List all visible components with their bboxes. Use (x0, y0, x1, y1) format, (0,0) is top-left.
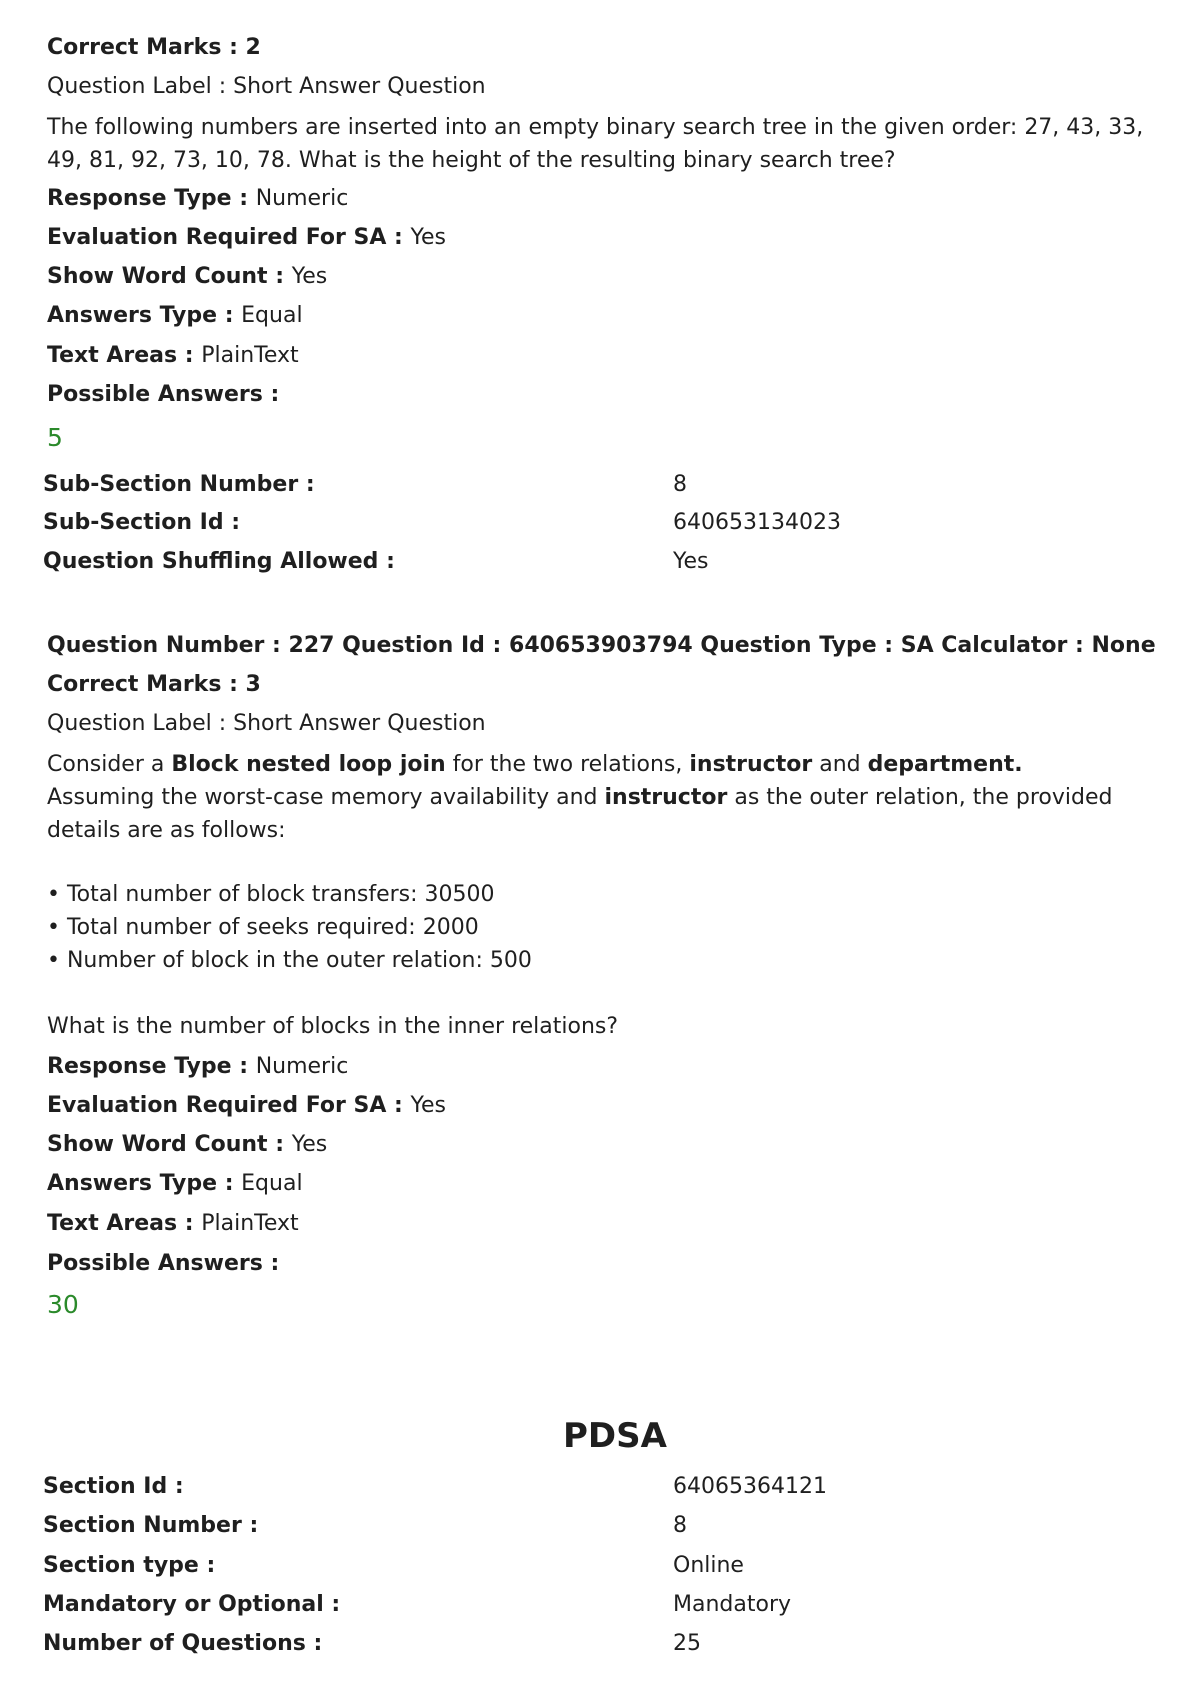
subsection-number-label: Sub-Section Number : (43, 472, 315, 497)
section-title: PDSA (563, 1416, 667, 1456)
q2-possible-answers-label: Possible Answers : (47, 1251, 280, 1276)
question-shuffling-label: Question Shuffling Allowed : (43, 549, 395, 574)
q2-evaluation (47, 1092, 446, 1121)
q1-response-type (47, 185, 348, 214)
q2-assumption-bold: instructor (604, 785, 728, 810)
mandatory-optional-value: Mandatory (673, 1592, 792, 1617)
q1-answer: 5 (47, 423, 63, 452)
q1-word-count (47, 263, 327, 292)
q1-possible-answers-label: Possible Answers : (47, 382, 280, 407)
q1-correct-marks-value: 2 (245, 35, 261, 60)
section-number-value: 8 (673, 1513, 687, 1538)
q2-response-type-value: Numeric (255, 1054, 349, 1079)
q2-correct-marks-label: Correct Marks : (47, 672, 246, 697)
q2-correct-marks-value: 3 (245, 672, 261, 697)
q1-question-label-label: Question Label : (47, 74, 234, 99)
q2-text-areas-value: PlainText (201, 1211, 299, 1236)
q2-answers-type-value: Equal (241, 1171, 303, 1196)
section-number-label: Section Number : (43, 1513, 259, 1538)
q1-text-areas-value: PlainText (201, 343, 299, 368)
q1-word-count-label: Show Word Count : (47, 264, 292, 289)
q2-bullet-2: • Total number of seeks required: 2000 (47, 915, 479, 940)
q2-intro-text-3: and (812, 752, 868, 777)
section-type-label: Section type : (43, 1553, 216, 1578)
q1-answers-type-label: Answers Type : (47, 303, 242, 328)
q1-text-areas (47, 342, 299, 371)
q1-word-count-value: Yes (291, 264, 328, 289)
q2-word-count-value: Yes (291, 1132, 328, 1157)
subsection-number-value: 8 (673, 472, 687, 497)
q2-question-label (47, 710, 486, 739)
q1-response-type-label: Response Type : (47, 186, 256, 211)
q1-answers-type-value: Equal (241, 303, 303, 328)
q2-assumption-text-2: as the outer relation, the provided details are as follows: (47, 785, 1113, 843)
q1-question-label (47, 73, 486, 102)
q2-word-count (47, 1131, 327, 1160)
q2-answers-type (47, 1170, 303, 1199)
q1-correct-marks-label: Correct Marks : (47, 35, 246, 60)
q2-intro-bold-3: department. (867, 752, 1023, 777)
q1-answers-type (47, 302, 303, 331)
q2-question-text: What is the number of blocks in the inner relations? (47, 1014, 619, 1039)
q2-intro-bold-1: Block nested loop join (171, 752, 446, 777)
q2-answers-type-label: Answers Type : (47, 1171, 242, 1196)
section-id-value: 64065364121 (673, 1474, 827, 1499)
mandatory-optional-label: Mandatory or Optional : (43, 1592, 341, 1617)
q1-question-text: The following numbers are inserted into an empty binary search tree in the given order: 27, 43, 33, 49, 81, 92, 73, 10, 78. What is the height of the resulting binary search tree? (47, 115, 1144, 173)
question-shuffling-value: Yes (673, 549, 709, 574)
q2-answer: 30 (47, 1290, 79, 1319)
q2-intro (47, 748, 1177, 781)
number-of-questions-label: Number of Questions : (43, 1631, 323, 1656)
q1-evaluation-value: Yes (410, 225, 447, 250)
q2-response-type (47, 1053, 348, 1082)
q2-intro-text-1: Consider a (47, 752, 172, 777)
number-of-questions-value: 25 (673, 1631, 701, 1656)
subsection-id-label: Sub-Section Id : (43, 510, 241, 535)
q2-evaluation-value: Yes (410, 1093, 447, 1118)
q2-word-count-label: Show Word Count : (47, 1132, 292, 1157)
section-id-label: Section Id : (43, 1474, 184, 1499)
q2-text-areas-label: Text Areas : (47, 1211, 202, 1236)
q1-question-label-value: Short Answer Question (233, 74, 486, 99)
q2-correct-marks (47, 671, 261, 700)
q1-evaluation-label: Evaluation Required For SA : (47, 225, 411, 250)
q1-correct-marks (47, 34, 261, 63)
q1-text-areas-label: Text Areas : (47, 343, 202, 368)
q2-header: Question Number : 227 Question Id : 640653903794 Question Type : SA Calculator : None (47, 633, 1156, 658)
section-type-value: Online (673, 1553, 744, 1578)
q2-response-type-label: Response Type : (47, 1054, 256, 1079)
q2-bullet-3: • Number of block in the outer relation: 500 (47, 948, 532, 973)
q2-text-areas (47, 1210, 299, 1239)
q2-question-label-value: Short Answer Question (233, 711, 486, 736)
q2-evaluation-label: Evaluation Required For SA : (47, 1093, 411, 1118)
q2-intro-text-2: for the two relations, (445, 752, 690, 777)
q2-intro-bold-2: instructor (689, 752, 813, 777)
q2-assumption (47, 781, 1177, 847)
subsection-id-value: 640653134023 (673, 510, 841, 535)
q2-bullet-1: • Total number of block transfers: 30500 (47, 882, 495, 907)
q1-evaluation (47, 224, 446, 253)
q2-question-label-label: Question Label : (47, 711, 234, 736)
q1-response-type-value: Numeric (255, 186, 349, 211)
q2-assumption-text-1: Assuming the worst-case memory availability and (47, 785, 605, 810)
